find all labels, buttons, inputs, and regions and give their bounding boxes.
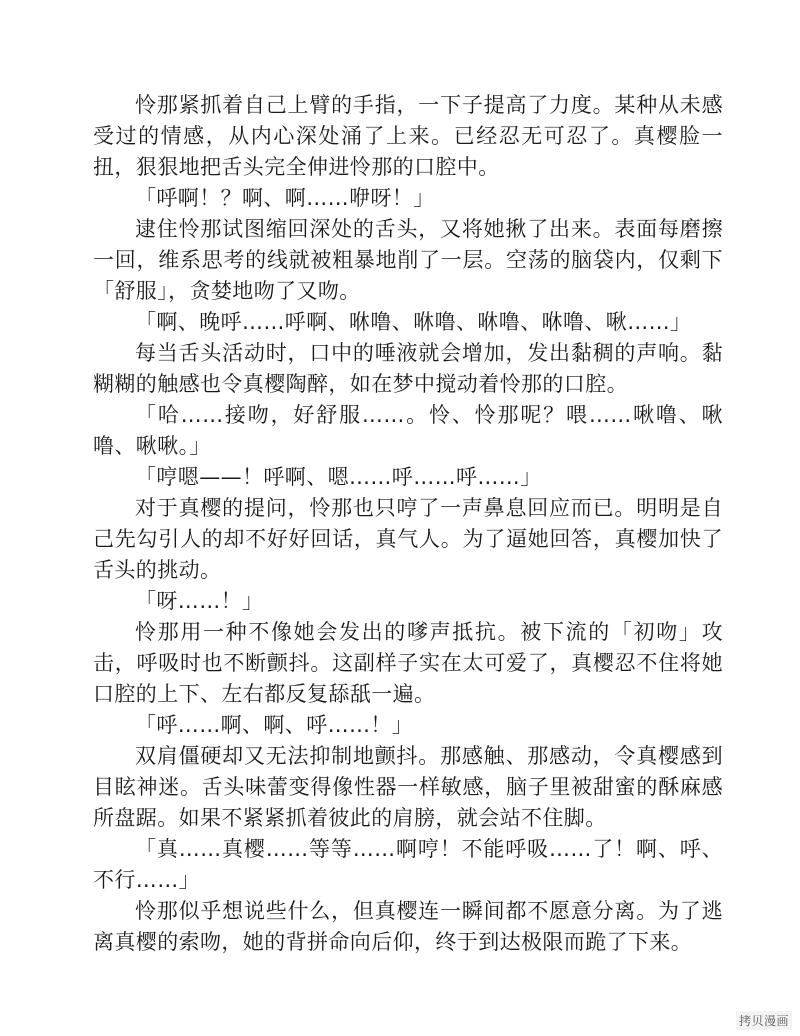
paragraph: 逮住怜那试图缩回深处的舌头，又将她揪了出来。表面每磨擦一回，维系思考的线就被粗暴地削了一层。空荡的脑袋内，仅剩下「舒服」，贪婪地吻了又吻。: [93, 217, 723, 303]
paragraph: 怜那似乎想说些什么，但真樱连一瞬间都不愿意分离。为了逃离真樱的索吻，她的背拼命向后仰，终于到达极限而跪了下来。: [93, 899, 723, 954]
paragraph: 每当舌头活动时，口中的唾液就会增加，发出黏稠的声响。黏糊糊的触感也令真樱陶醉，如在梦中搅动着怜那的口腔。: [93, 341, 723, 396]
paragraph: 对于真樱的提问，怜那也只哼了一声鼻息回应而已。明明是自己先勾引人的却不好好回话，真气人。为了逼她回答，真樱加快了舌头的挑动。: [93, 496, 723, 582]
dialogue: 「哈……接吻，好舒服……。怜、怜那呢？喂……啾噜、啾噜、啾啾。」: [93, 403, 723, 458]
paragraph: 双肩僵硬却又无法抑制地颤抖。那感触、那感动，令真樱感到目眩神迷。舌头味蕾变得像性器一样敏感，脑子里被甜蜜的酥麻感所盘踞。如果不紧紧抓着彼此的肩膀，就会站不住脚。: [93, 744, 723, 830]
dialogue: 「呼……啊、啊、呼……！」: [135, 713, 414, 737]
dialogue: 「真……真樱……等等……啊哼！不能呼吸……了！啊、呼、不行……」: [93, 837, 723, 892]
paragraph: 怜那用一种不像她会发出的嗲声抵抗。被下流的「初吻」攻击，呼吸时也不断颤抖。这副样子实在太可爱了，真樱忍不住将她口腔的上下、左右都反复舔舐一遍。: [93, 620, 723, 706]
dialogue: 「呼啊！？啊、啊……咿呀！」: [135, 186, 435, 210]
watermark: 拷贝漫画: [736, 1011, 792, 1030]
text-body: [93, 90, 723, 958]
dialogue: 「呀……！」: [135, 589, 264, 613]
dialogue: 「啊、晚呼……呼啊、咻噜、咻噜、咻噜、咻噜、啾……」: [135, 310, 692, 334]
dialogue: 「哼嗯——！呼啊、嗯……呼……呼……」: [135, 465, 542, 489]
paragraph: 怜那紧抓着自己上臂的手指，一下子提高了力度。某种从未感受过的情感，从内心深处涌了上来。已经忍无可忍了。真樱脸一扭，狠狠地把舌头完全伸进怜那的口腔中。: [93, 93, 723, 179]
